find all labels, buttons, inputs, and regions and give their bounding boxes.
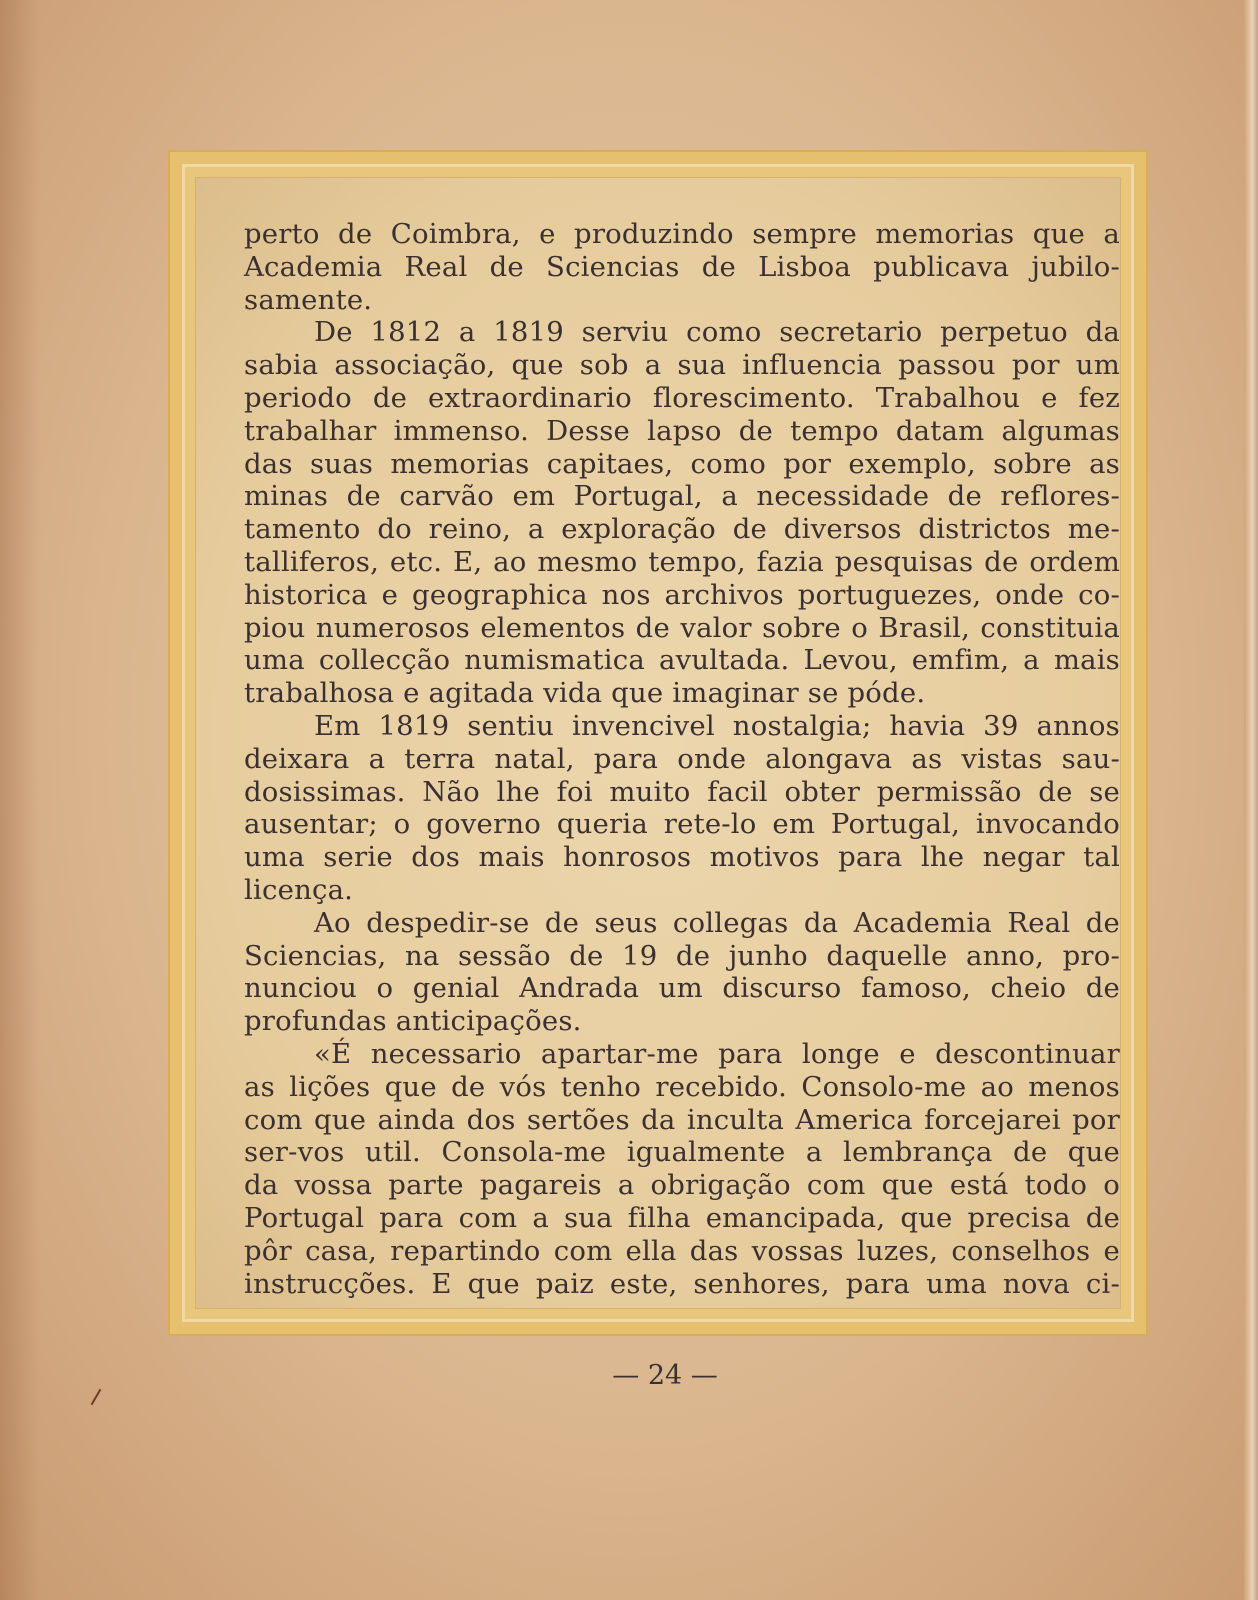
text-line: licença. xyxy=(244,873,354,906)
text-line: piou numerosos elementos de valor sobre o Brasil, constituia xyxy=(244,611,1120,644)
paragraph xyxy=(244,710,1120,907)
text-frame xyxy=(168,150,1148,1336)
text-line: trabalhosa e agitada vida que imaginar se póde. xyxy=(244,677,926,710)
page-number: — 24 — xyxy=(612,1360,718,1391)
text-line: profundas anticipações. xyxy=(244,1005,582,1038)
text-line: historica e geographica nos archivos portuguezes, onde co- xyxy=(244,578,1120,611)
frame-border xyxy=(182,164,1134,1322)
text-line: ser-vos util. Consola-me igualmente a lembrança de que xyxy=(244,1136,1120,1169)
text-panel xyxy=(195,177,1121,1309)
text-line: Portugal para com a sua filha emancipada, que precisa de xyxy=(244,1201,1120,1234)
text-line: das suas memorias capitaes, como por exemplo, sobre as xyxy=(244,447,1120,480)
text-line: deixara a terra natal, para onde alongava as vistas sau- xyxy=(244,742,1120,775)
text-line: minas de carvão em Portugal, a necessidade de reflores- xyxy=(244,480,1120,513)
text-line: nunciou o genial Andrada um discurso famoso, cheio de xyxy=(244,972,1120,1005)
body-text xyxy=(244,218,1120,1300)
text-line: Academia Real de Sciencias de Lisboa publicava jubilo- xyxy=(244,250,1120,283)
paragraph xyxy=(244,907,1120,1038)
text-line: dosissimas. Não lhe foi muito facil obter permissão de se xyxy=(244,775,1120,808)
text-line: uma collecção numismatica avultada. Levou, emfim, a mais xyxy=(244,644,1120,677)
text-line: instrucções. E que paiz este, senhores, para uma nova ci- xyxy=(244,1267,1120,1300)
text-line: com que ainda dos sertões da inculta America forcejarei por xyxy=(244,1103,1120,1136)
text-line: periodo de extraordinario florescimento. Trabalhou e fez xyxy=(244,381,1120,414)
text-line: trabalhar immenso. Desse lapso de tempo datam algumas xyxy=(244,414,1120,447)
text-line: Ao despedir-se de seus collegas da Academia Real de xyxy=(314,906,1120,939)
text-line: uma serie dos mais honrosos motivos para lhe negar tal xyxy=(244,841,1120,874)
text-line: perto de Coimbra, e produzindo sempre memorias que a xyxy=(244,218,1120,250)
text-line: «É necessario apartar-me para longe e descontinuar xyxy=(314,1037,1120,1070)
text-line: talliferos, etc. E, ao mesmo tempo, fazia pesquisas de ordem xyxy=(244,545,1120,578)
text-line: samente. xyxy=(244,283,373,316)
text-line: tamento do reino, a exploração de diversos districtos me- xyxy=(244,513,1120,546)
pencil-mark xyxy=(91,1389,102,1406)
text-line: ausentar; o governo queria rete-lo em Portugal, invocando xyxy=(244,808,1120,841)
text-line: sabia associação, que sob a sua influencia passou por um xyxy=(244,349,1120,382)
paragraph xyxy=(244,316,1120,710)
paragraph xyxy=(244,218,1120,316)
text-line: as lições que de vós tenho recebido. Consolo-me ao menos xyxy=(244,1070,1120,1103)
text-line: Sciencias, na sessão de 19 de junho daquelle anno, pro- xyxy=(244,939,1120,972)
text-line: da vossa parte pagareis a obrigação com que está todo o xyxy=(244,1169,1120,1202)
text-line: De 1812 a 1819 serviu como secretario perpetuo da xyxy=(314,316,1120,349)
text-line: pôr casa, repartindo com ella das vossas luzes, conselhos e xyxy=(244,1234,1120,1267)
paragraph xyxy=(244,1038,1120,1300)
text-line: Em 1819 sentiu invencivel nostalgia; havia 39 annos xyxy=(314,709,1120,742)
